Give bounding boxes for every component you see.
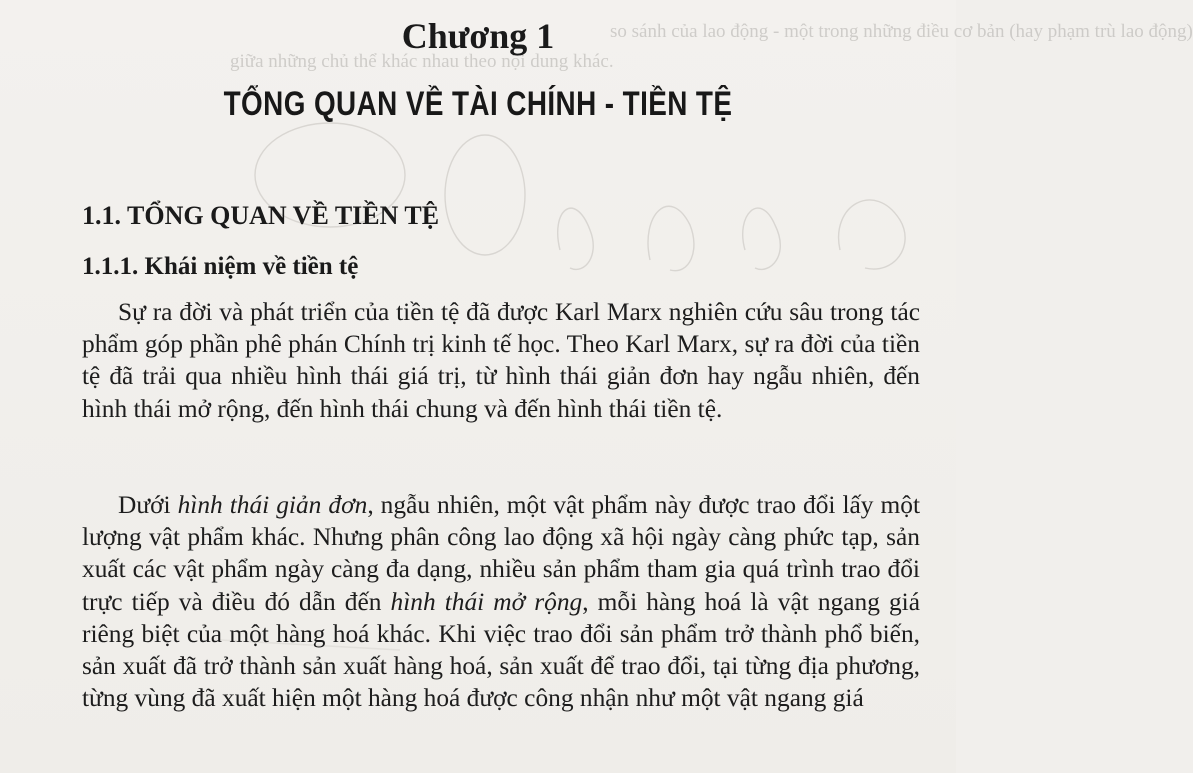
- paragraph-1-text: Sự ra đời và phát triển của tiền tệ đã được Karl Marx nghiên cứu sâu trong tác phẩm góp phần phê phán Chính trị kinh tế học. Theo Karl Marx, sự ra đời của tiền tệ đã trải qua nhiều hình thái giá trị, từ hình thái giản đơn hay ngẫu nhiên, đến hình thái mở rộng, đến hình thái chung và đến hình thái tiền tệ.: [82, 298, 920, 423]
- section-heading: 1.1. TỔNG QUAN VỀ TIỀN TỆ: [82, 201, 440, 230]
- subsection-heading: 1.1.1. Khái niệm về tiền tệ: [82, 253, 359, 280]
- term-expanded-form: hình thái mở rộng: [390, 587, 583, 616]
- paragraph-2-part-3: , mỗi hàng hoá là vật ngang giá riêng biệt của một hàng hoá khác. Khi việc trao đổi sản phẩm trở thành phổ biến, sản xuất đã trở thành sản xuất hàng hoá, sản xuất để trao đổi, tại từng địa phương, từng vùng đã xuất hiện một hàng hoá được công nhận như một vật ngang giá: [82, 587, 920, 713]
- paragraph-2: [82, 489, 920, 714]
- paragraph-2-part-2: , ngẫu nhiên, một vật phẩm này được trao đổi lấy một lượng vật phẩm khác. Nhưng phân công lao động xã hội ngày càng phức tạp, sản xuất các vật phẩm ngày càng đa dạng, nhiều sản phẩm tham gia quá trình trao đổi trực tiếp và điều đó dẫn đến: [82, 491, 921, 616]
- paragraph-1: [82, 296, 920, 425]
- paragraph-2-text: [82, 489, 920, 714]
- bleed-through-text-top: so sánh của lao động - một trong những điều cơ bản (hay phạm trù lao động): [610, 21, 1193, 42]
- paragraph-2-part-1: Dưới: [118, 491, 178, 519]
- chapter-number: Chương 1: [401, 16, 555, 56]
- term-simple-form: hình thái giản đơn: [177, 491, 368, 519]
- bleed-through-text-second: giữa những chủ thể khác nhau theo nội dung khác.: [230, 51, 614, 72]
- chapter-title: TỔNG QUAN VỀ TÀI CHÍNH - TIỀN TỆ: [223, 85, 733, 123]
